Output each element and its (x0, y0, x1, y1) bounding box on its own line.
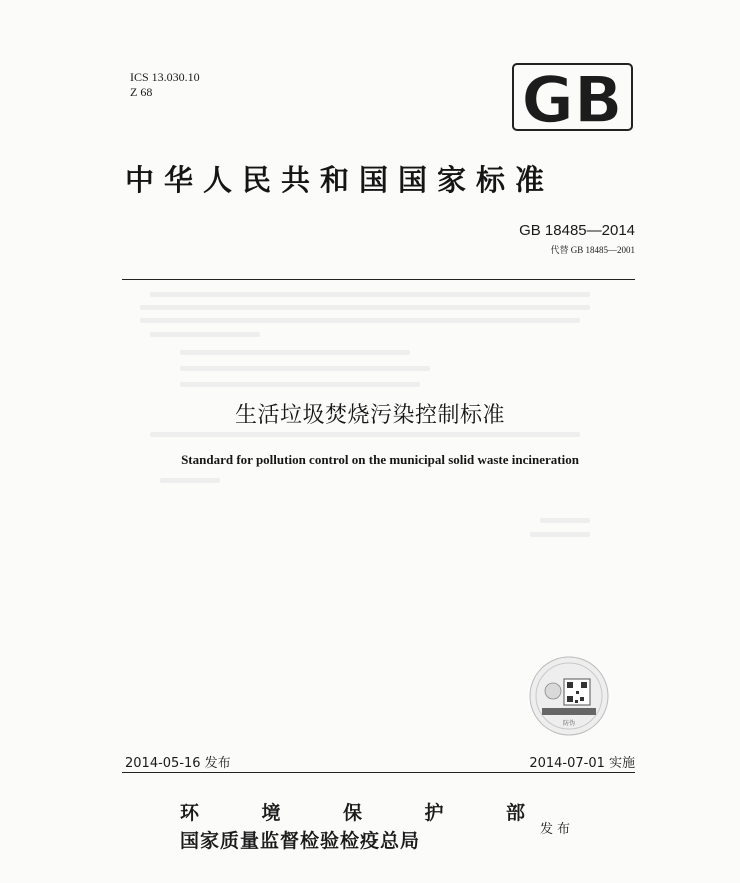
chinese-title: 生活垃圾焚烧污染控制标准 (234, 403, 505, 428)
top-rule (122, 279, 635, 280)
issuer-char: 保 (342, 802, 362, 824)
implementation-date: 2014-07-01 实施 (529, 756, 635, 771)
bleed-through-line (150, 432, 580, 437)
bleed-through-line (540, 518, 590, 523)
bleed-through-line (180, 350, 410, 355)
bleed-through-line (150, 332, 260, 337)
issuer-char: 部 (505, 802, 525, 824)
ics-code: ICS 13.030.10 (130, 70, 200, 84)
issuer-char: 境 (261, 802, 281, 824)
bleed-through-line (160, 478, 220, 483)
classification-codes (130, 70, 200, 100)
issuer-ministry (180, 798, 525, 825)
bleed-through-line (530, 532, 590, 537)
gb-logo-text: GB (521, 64, 623, 135)
bottom-rule (122, 772, 635, 773)
issuer-char: 环 (180, 802, 200, 824)
gb-logo (510, 60, 635, 135)
bleed-through-line (150, 292, 590, 297)
ccs-code: Z 68 (130, 85, 153, 99)
issue-date: 2014-05-16 发布 (125, 756, 231, 771)
anti-counterfeit-seal-icon (528, 655, 610, 737)
seal-label: 防伪 (562, 720, 576, 727)
issuer-aqsiq: 国家质量监督检验检疫总局 (180, 830, 421, 852)
bleed-through-line (180, 382, 420, 387)
issuer-char: 护 (424, 802, 444, 824)
standard-number: GB 18485—2014 (519, 222, 635, 239)
publish-label: 发布 (540, 822, 575, 837)
bleed-through-line (180, 366, 430, 371)
replaces-standard: 代替 GB 18485—2001 (550, 245, 635, 255)
bleed-through-line (140, 305, 590, 310)
english-title: Standard for pollution control on the municipal solid waste incineration (181, 452, 579, 467)
bleed-through-line (140, 318, 580, 323)
national-standard-title: 中华人民共和国国家标准 (125, 163, 555, 197)
